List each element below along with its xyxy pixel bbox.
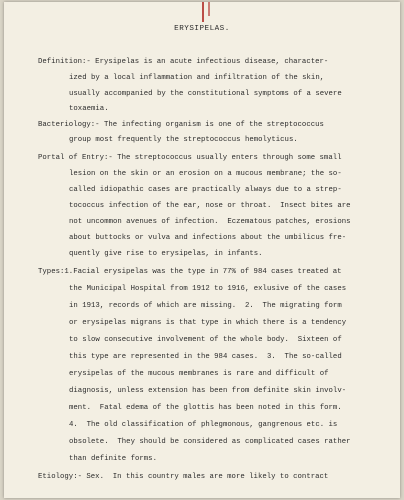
text-line: ized by a local inflammation and infiltration of the skin, <box>69 74 325 82</box>
text-line: Etiology:- Sex. In this country males are more likely to contract <box>38 473 329 481</box>
text-line: lesion on the skin or an erosion on a mucous membrane; the so- <box>69 170 342 178</box>
text-line: Definition:- Erysipelas is an acute infectious disease, character- <box>38 58 329 66</box>
text-line: about buttocks or vulva and infections about the umbilicus fre- <box>69 234 347 242</box>
text-line: the Municipal Hospital from 1912 to 1916, exlusive of the cases <box>69 285 347 293</box>
text-line: usually accompanied by the constitutional symptoms of a severe <box>69 90 342 98</box>
text-line: than definite forms. <box>69 455 157 463</box>
text-line: tococcus infection of the ear, nose or throat. Insect bites are <box>69 202 351 210</box>
text-line: in 1913, records of which are missing. 2. The migrating form <box>69 302 342 310</box>
document-title: ERYSIPELAS. <box>174 25 230 33</box>
text-line: diagnosis, unless extension has been from definite skin involv- <box>69 387 347 395</box>
text-line: or erysipelas migrans is that type in which there is a tendency <box>69 319 347 327</box>
text-line: to slow consecutive involvement of the whole body. Sixteen of <box>69 336 342 344</box>
text-line: not uncommon avenues of infection. Eczematous patches, erosions <box>69 218 351 226</box>
text-line: this type are represented in the 984 cases. 3. The so-called <box>69 353 342 361</box>
text-line: group most frequently the streptococcus hemolyticus. <box>69 136 298 144</box>
red-pencil-mark-secondary <box>208 2 210 16</box>
text-line: toxaemia. <box>69 105 109 113</box>
text-line: quently give rise to erysipelas, in infants. <box>69 250 263 258</box>
text-line: Bacteriology:- The infecting organism is one of the streptococcus <box>38 121 324 129</box>
document-page <box>4 2 400 498</box>
text-line: erysipelas of the mucous membranes is rare and difficult of <box>69 370 329 378</box>
text-line: 4. The old classification of phlegmonous, gangrenous etc. is <box>69 421 338 429</box>
text-line: Portal of Entry:- The streptococcus usually enters through some small <box>38 154 342 162</box>
text-line: Types:1.Facial erysipelas was the type in 77% of 984 cases treated at <box>38 268 342 276</box>
text-line: called idiopathic cases are practically always due to a strep- <box>69 186 342 194</box>
text-line: ment. Fatal edema of the glottis has been noted in this form. <box>69 404 342 412</box>
text-line: obsolete. They should be considered as complicated cases rather <box>69 438 351 446</box>
red-pencil-mark <box>202 2 204 22</box>
